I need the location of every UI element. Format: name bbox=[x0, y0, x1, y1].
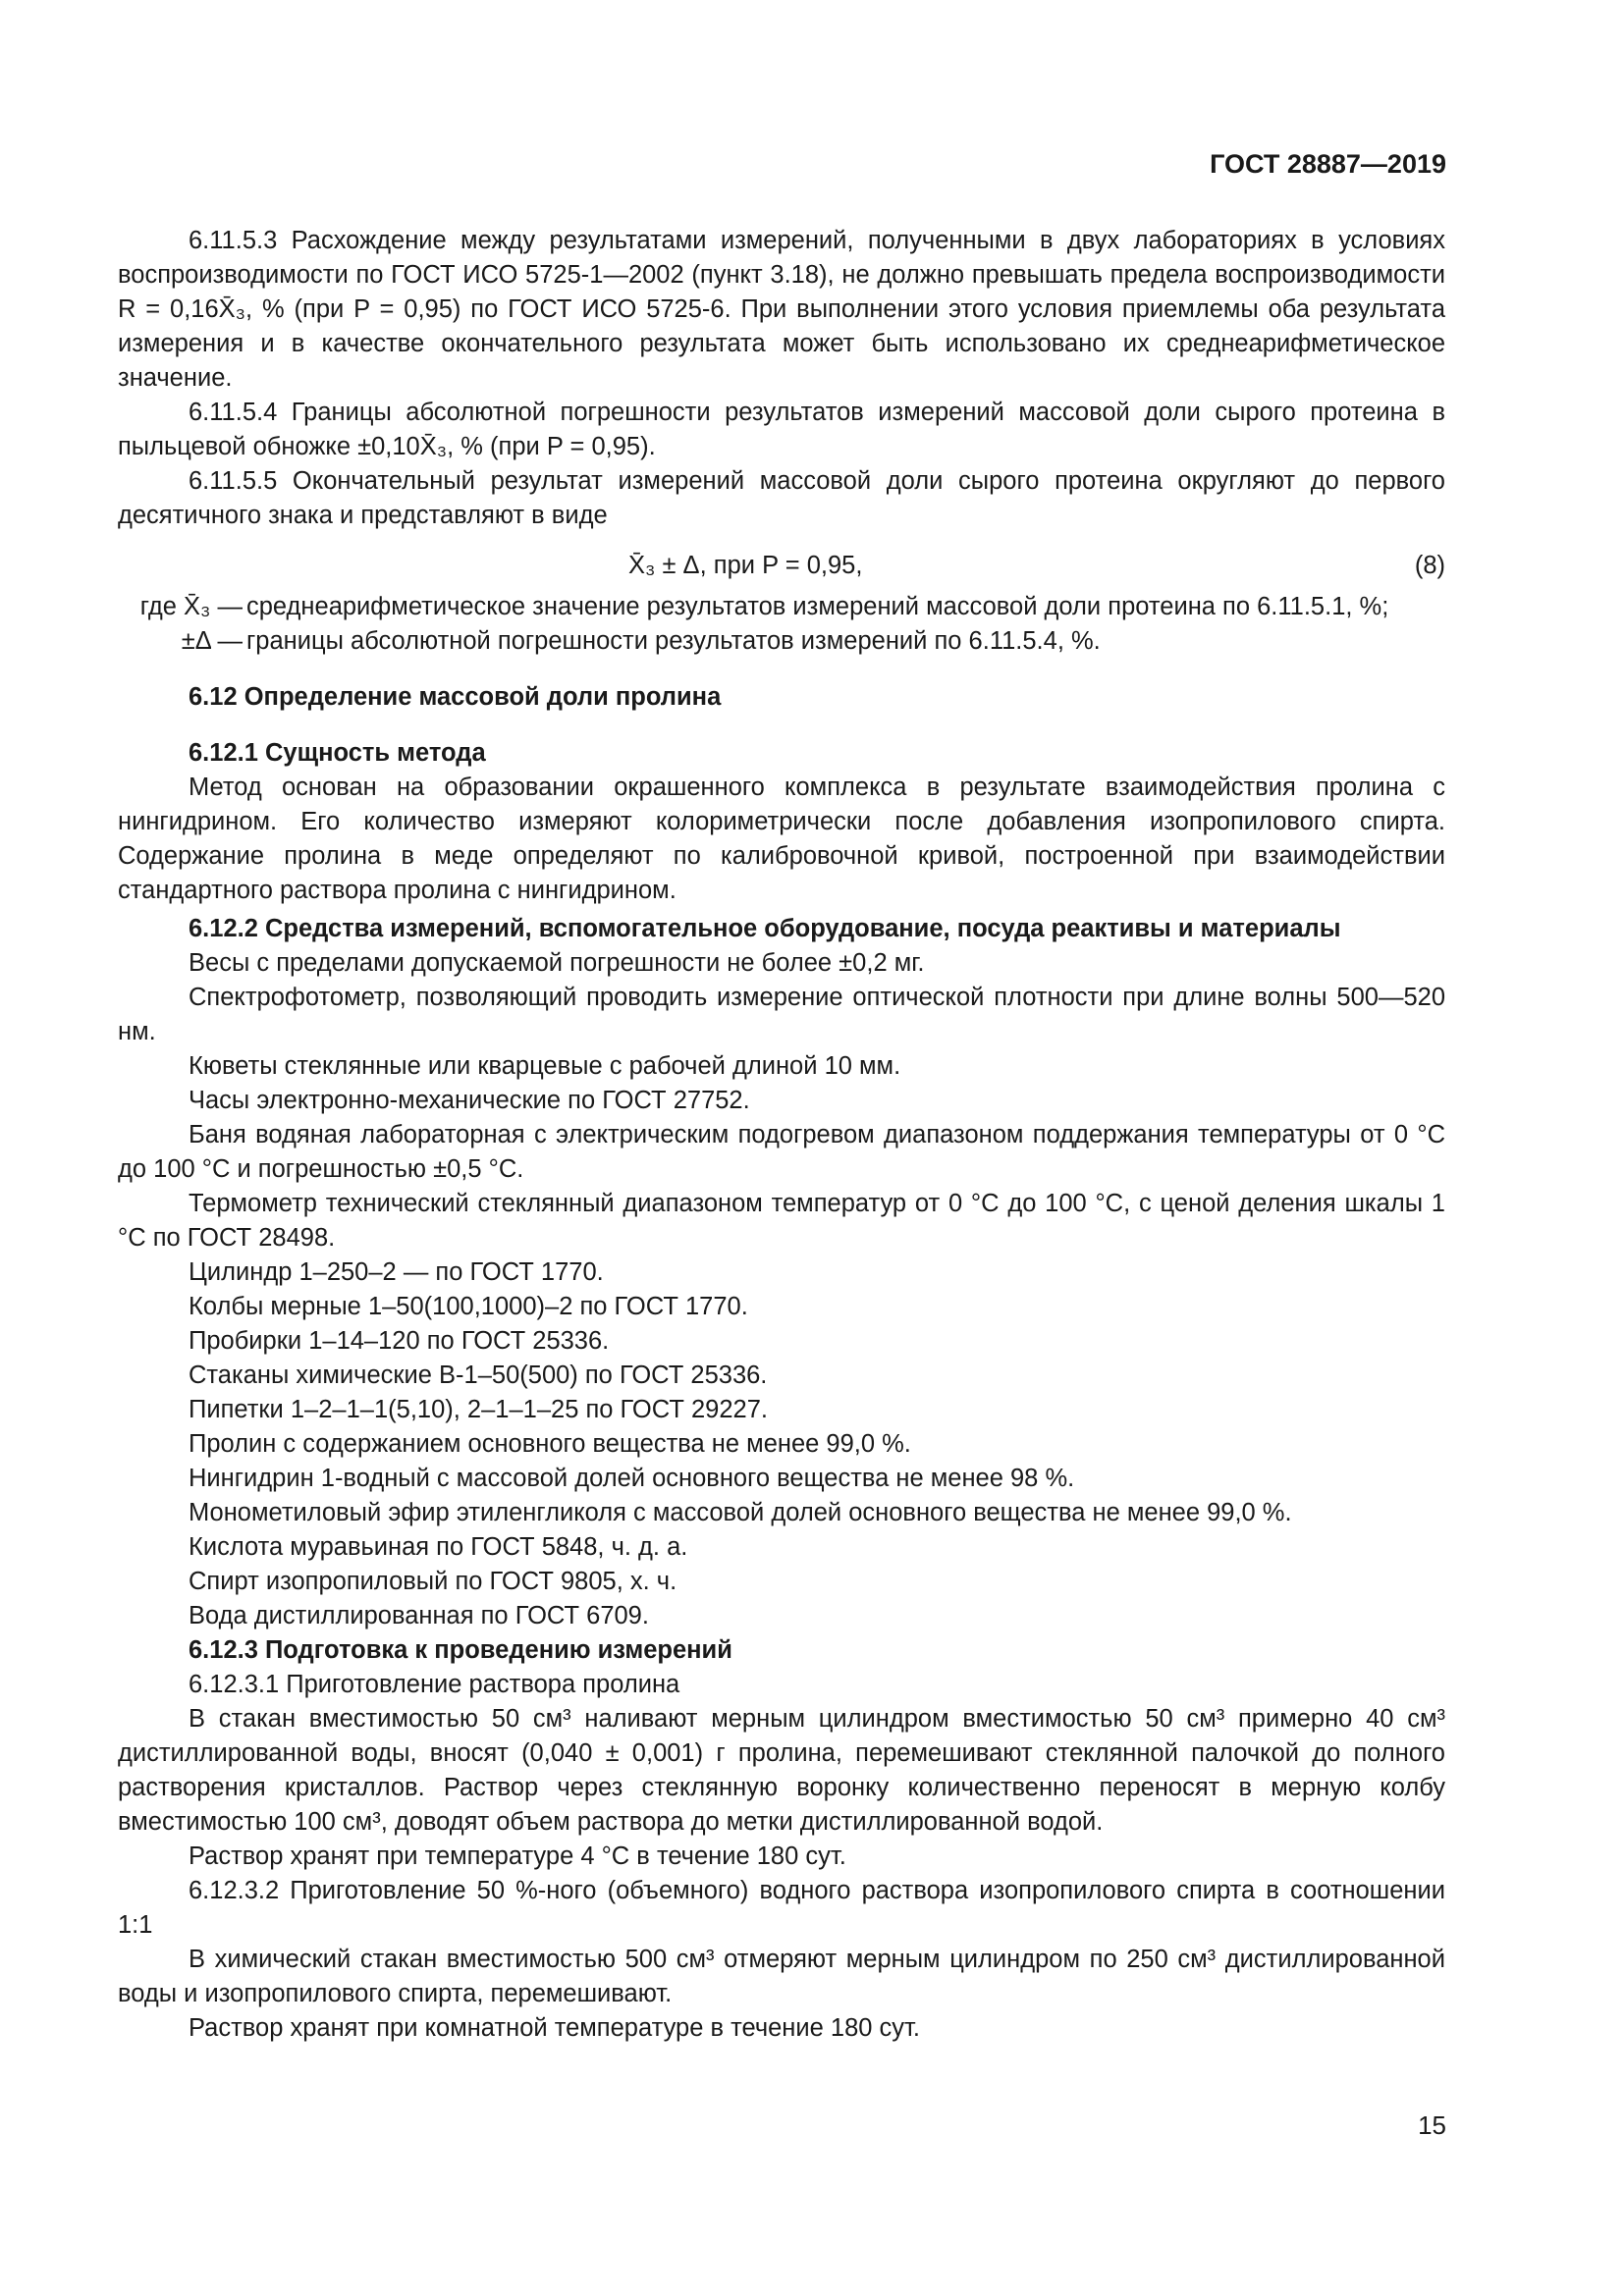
subsection-6-12-3-2: 6.12.3.2 Приготовление 50 %-ного (объемного) водного раствора изопропилового спирта в соотношении 1:1 bbox=[118, 1877, 1445, 1939]
section-heading-6-12-3: 6.12.3 Подготовка к проведению измерений bbox=[189, 1636, 732, 1664]
legend-term: где X̄₃ — bbox=[139, 593, 243, 620]
equipment-item: Весы с пределами допускаемой погрешности не более ±0,2 мг. bbox=[189, 949, 925, 977]
legend-description: границы абсолютной погрешности результатов измерений по 6.11.5.4, %. bbox=[246, 627, 1101, 655]
equipment-item: Цилиндр 1–250–2 — по ГОСТ 1770. bbox=[189, 1258, 604, 1286]
section-heading-6-12: 6.12 Определение массовой доли пролина bbox=[189, 683, 722, 711]
formula-8 bbox=[118, 541, 1445, 590]
formula-expression: X̄₃ ± Δ, при P = 0,95, bbox=[628, 552, 863, 579]
formula-legend bbox=[118, 590, 1445, 659]
equipment-item: Кюветы стеклянные или кварцевые с рабочей длиной 10 мм. bbox=[189, 1052, 901, 1080]
section-heading-6-12-2: 6.12.2 Средства измерений, вспомогательное оборудование, посуда реактивы и материалы bbox=[189, 915, 1341, 942]
paragraph-prep-isopropanol: В химический стакан вместимостью 500 см³ отмеряют мерным цилиндром по 250 см³ дистиллированной воды и изопропилового спирта, перемешивают. bbox=[118, 1946, 1445, 2007]
equipment-item: Колбы мерные 1–50(100,1000)–2 по ГОСТ 1770. bbox=[189, 1293, 748, 1320]
formula-number: (8) bbox=[1414, 552, 1445, 579]
equipment-item: Спирт изопропиловый по ГОСТ 9805, х. ч. bbox=[189, 1568, 677, 1595]
equipment-item: Пробирки 1–14–120 по ГОСТ 25336. bbox=[189, 1327, 610, 1355]
document-code: ГОСТ 28887—2019 bbox=[1210, 149, 1446, 179]
equipment-item: Нингидрин 1-водный с массовой долей основного вещества не менее 98 %. bbox=[189, 1465, 1075, 1492]
paragraph-6-11-5-5: 6.11.5.5 Окончательный результат измерений массовой доли сырого протеина округляют до первого десятичного знака и представляют в виде bbox=[118, 467, 1445, 529]
legend-description: среднеарифметическое значение результатов измерений массовой доли протеина по 6.11.5.1, %; bbox=[246, 593, 1389, 620]
page-number: 15 bbox=[1418, 2110, 1446, 2140]
legend-term: ±Δ — bbox=[181, 627, 243, 655]
equipment-item: Баня водяная лабораторная с электрическим подогревом диапазоном поддержания температуры от 0 °C до 100 °C и погрешностью ±0,5 °C. bbox=[118, 1121, 1445, 1183]
equipment-item: Спектрофотометр, позволяющий проводить измерение оптической плотности при длине волны 500—520 нм. bbox=[118, 984, 1445, 1045]
equipment-item: Кислота муравьиная по ГОСТ 5848, ч. д. а. bbox=[189, 1533, 688, 1561]
section-heading-6-12-1: 6.12.1 Сущность метода bbox=[189, 739, 486, 767]
equipment-item: Часы электронно-механические по ГОСТ 27752. bbox=[189, 1087, 750, 1114]
equipment-item: Монометиловый эфир этиленгликоля с массовой долей основного вещества не менее 99,0 %. bbox=[189, 1499, 1292, 1526]
paragraph-storage-1: Раствор хранят при температуре 4 °C в течение 180 сут. bbox=[189, 1842, 846, 1870]
equipment-item: Стаканы химические В-1–50(500) по ГОСТ 25336. bbox=[189, 1362, 768, 1389]
equipment-item: Термометр технический стеклянный диапазоном температур от 0 °C до 100 °C, с ценой деления шкалы 1 °C по ГОСТ 28498. bbox=[118, 1190, 1445, 1252]
paragraph-method: Метод основан на образовании окрашенного комплекса в результате взаимодействия пролина с нингидрином. Его количество измеряют колориметрически после добавления изопропилового спирта. Содержание пролина в меде определяют по калибровочной кривой, построенной при взаимодействии стандартного раствора пролина с нингидрином. bbox=[118, 774, 1445, 904]
equipment-item: Пролин с содержанием основного вещества не менее 99,0 %. bbox=[189, 1430, 911, 1458]
paragraph-storage-2: Раствор хранят при комнатной температуре в течение 180 сут. bbox=[189, 2014, 920, 2042]
paragraph-6-11-5-3: 6.11.5.3 Расхождение между результатами измерений, полученными в двух лабораториях в условиях воспроизводимости по ГОСТ ИСО 5725-1—2002 (пункт 3.18), не должно превышать предела воспроизводимости R = 0,16X̄₃, % (при P = 0,95) по ГОСТ ИСО 5725-6. При выполнении этого условия приемлемы оба результата измерения и в качестве окончательного результата может быть использовано их среднеарифметическое значение. bbox=[118, 227, 1445, 392]
subsection-6-12-3-1: 6.12.3.1 Приготовление раствора пролина bbox=[189, 1671, 680, 1698]
page-body bbox=[118, 224, 1445, 2046]
equipment-item: Вода дистиллированная по ГОСТ 6709. bbox=[189, 1602, 649, 1629]
paragraph-prep-proline: В стакан вместимостью 50 см³ наливают мерным цилиндром вместимостью 50 см³ примерно 40 см³ дистиллированной воды, вносят (0,040 ± 0,001) г пролина, перемешивают стеклянной палочкой до полного растворения кристаллов. Раствор через стеклянную воронку количественно переносят в мерную колбу вместимостью 100 см³, доводят объем раствора до метки дистиллированной водой. bbox=[118, 1705, 1445, 1836]
paragraph-6-11-5-4: 6.11.5.4 Границы абсолютной погрешности результатов измерений массовой доли сырого протеина в пыльцевой обножке ±0,10X̄₃, % (при P = 0,95). bbox=[118, 399, 1445, 460]
equipment-item: Пипетки 1–2–1–1(5,10), 2–1–1–25 по ГОСТ 29227. bbox=[189, 1396, 768, 1423]
